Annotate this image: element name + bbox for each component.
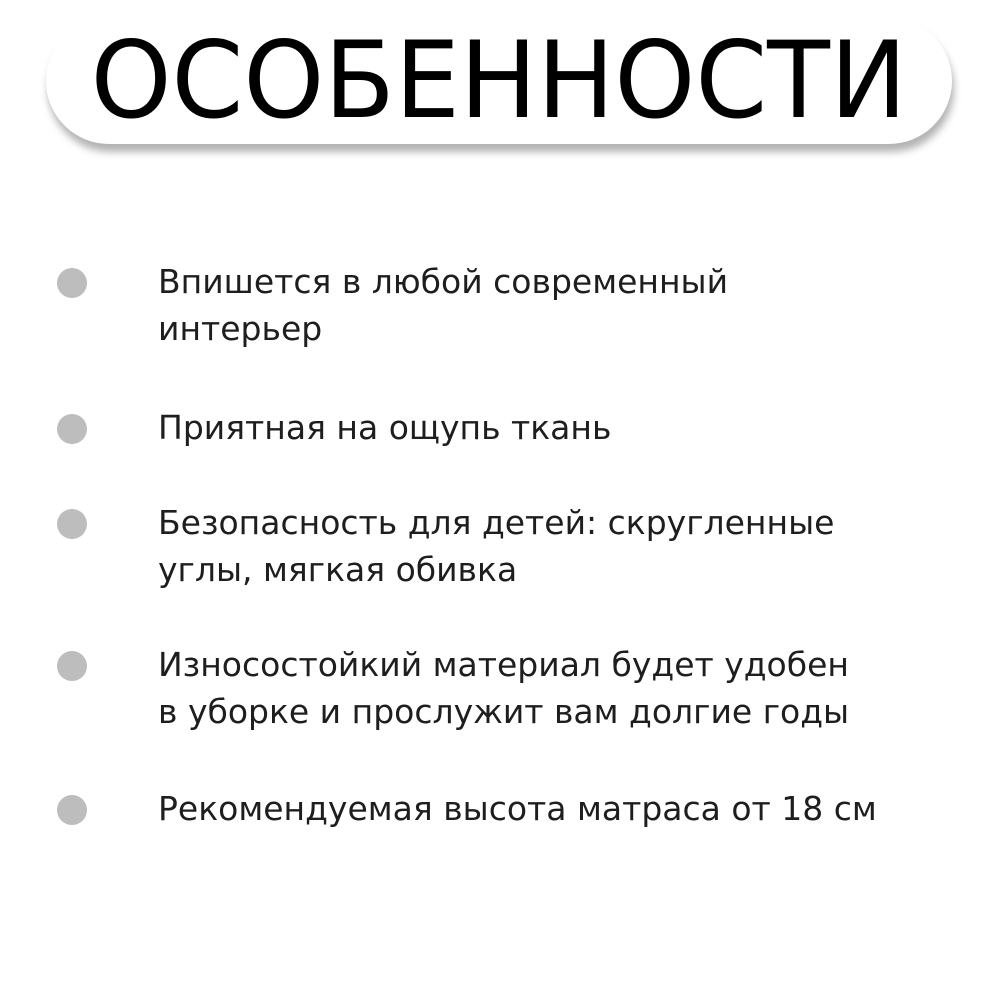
feature-text bbox=[158, 499, 978, 593]
feature-text bbox=[158, 404, 978, 451]
feature-line: в уборке и прослужит вам долгие годы bbox=[158, 692, 850, 731]
feature-line: Износостойкий материал будет удобен bbox=[158, 645, 849, 684]
bullet-dot-icon bbox=[57, 509, 87, 539]
bullet-dot-icon bbox=[57, 414, 87, 444]
feature-text bbox=[158, 785, 978, 832]
feature-line: Впишется в любой современный bbox=[158, 262, 729, 301]
feature-line: интерьер bbox=[158, 309, 323, 348]
feature-line: углы, мягкая обивка bbox=[158, 550, 518, 589]
feature-line: Безопасность для детей: скругленные bbox=[158, 503, 835, 542]
feature-text bbox=[158, 258, 978, 352]
feature-line: Приятная на ощупь ткань bbox=[158, 408, 612, 447]
bullet-dot-icon bbox=[57, 795, 87, 825]
feature-text bbox=[158, 641, 978, 735]
page-title: ОСОБЕННОСТИ bbox=[90, 19, 908, 142]
bullet-dot-icon bbox=[57, 651, 87, 681]
bullet-dot-icon bbox=[57, 268, 87, 298]
feature-line: Рекомендуемая высота матраса от 18 см bbox=[158, 789, 877, 828]
